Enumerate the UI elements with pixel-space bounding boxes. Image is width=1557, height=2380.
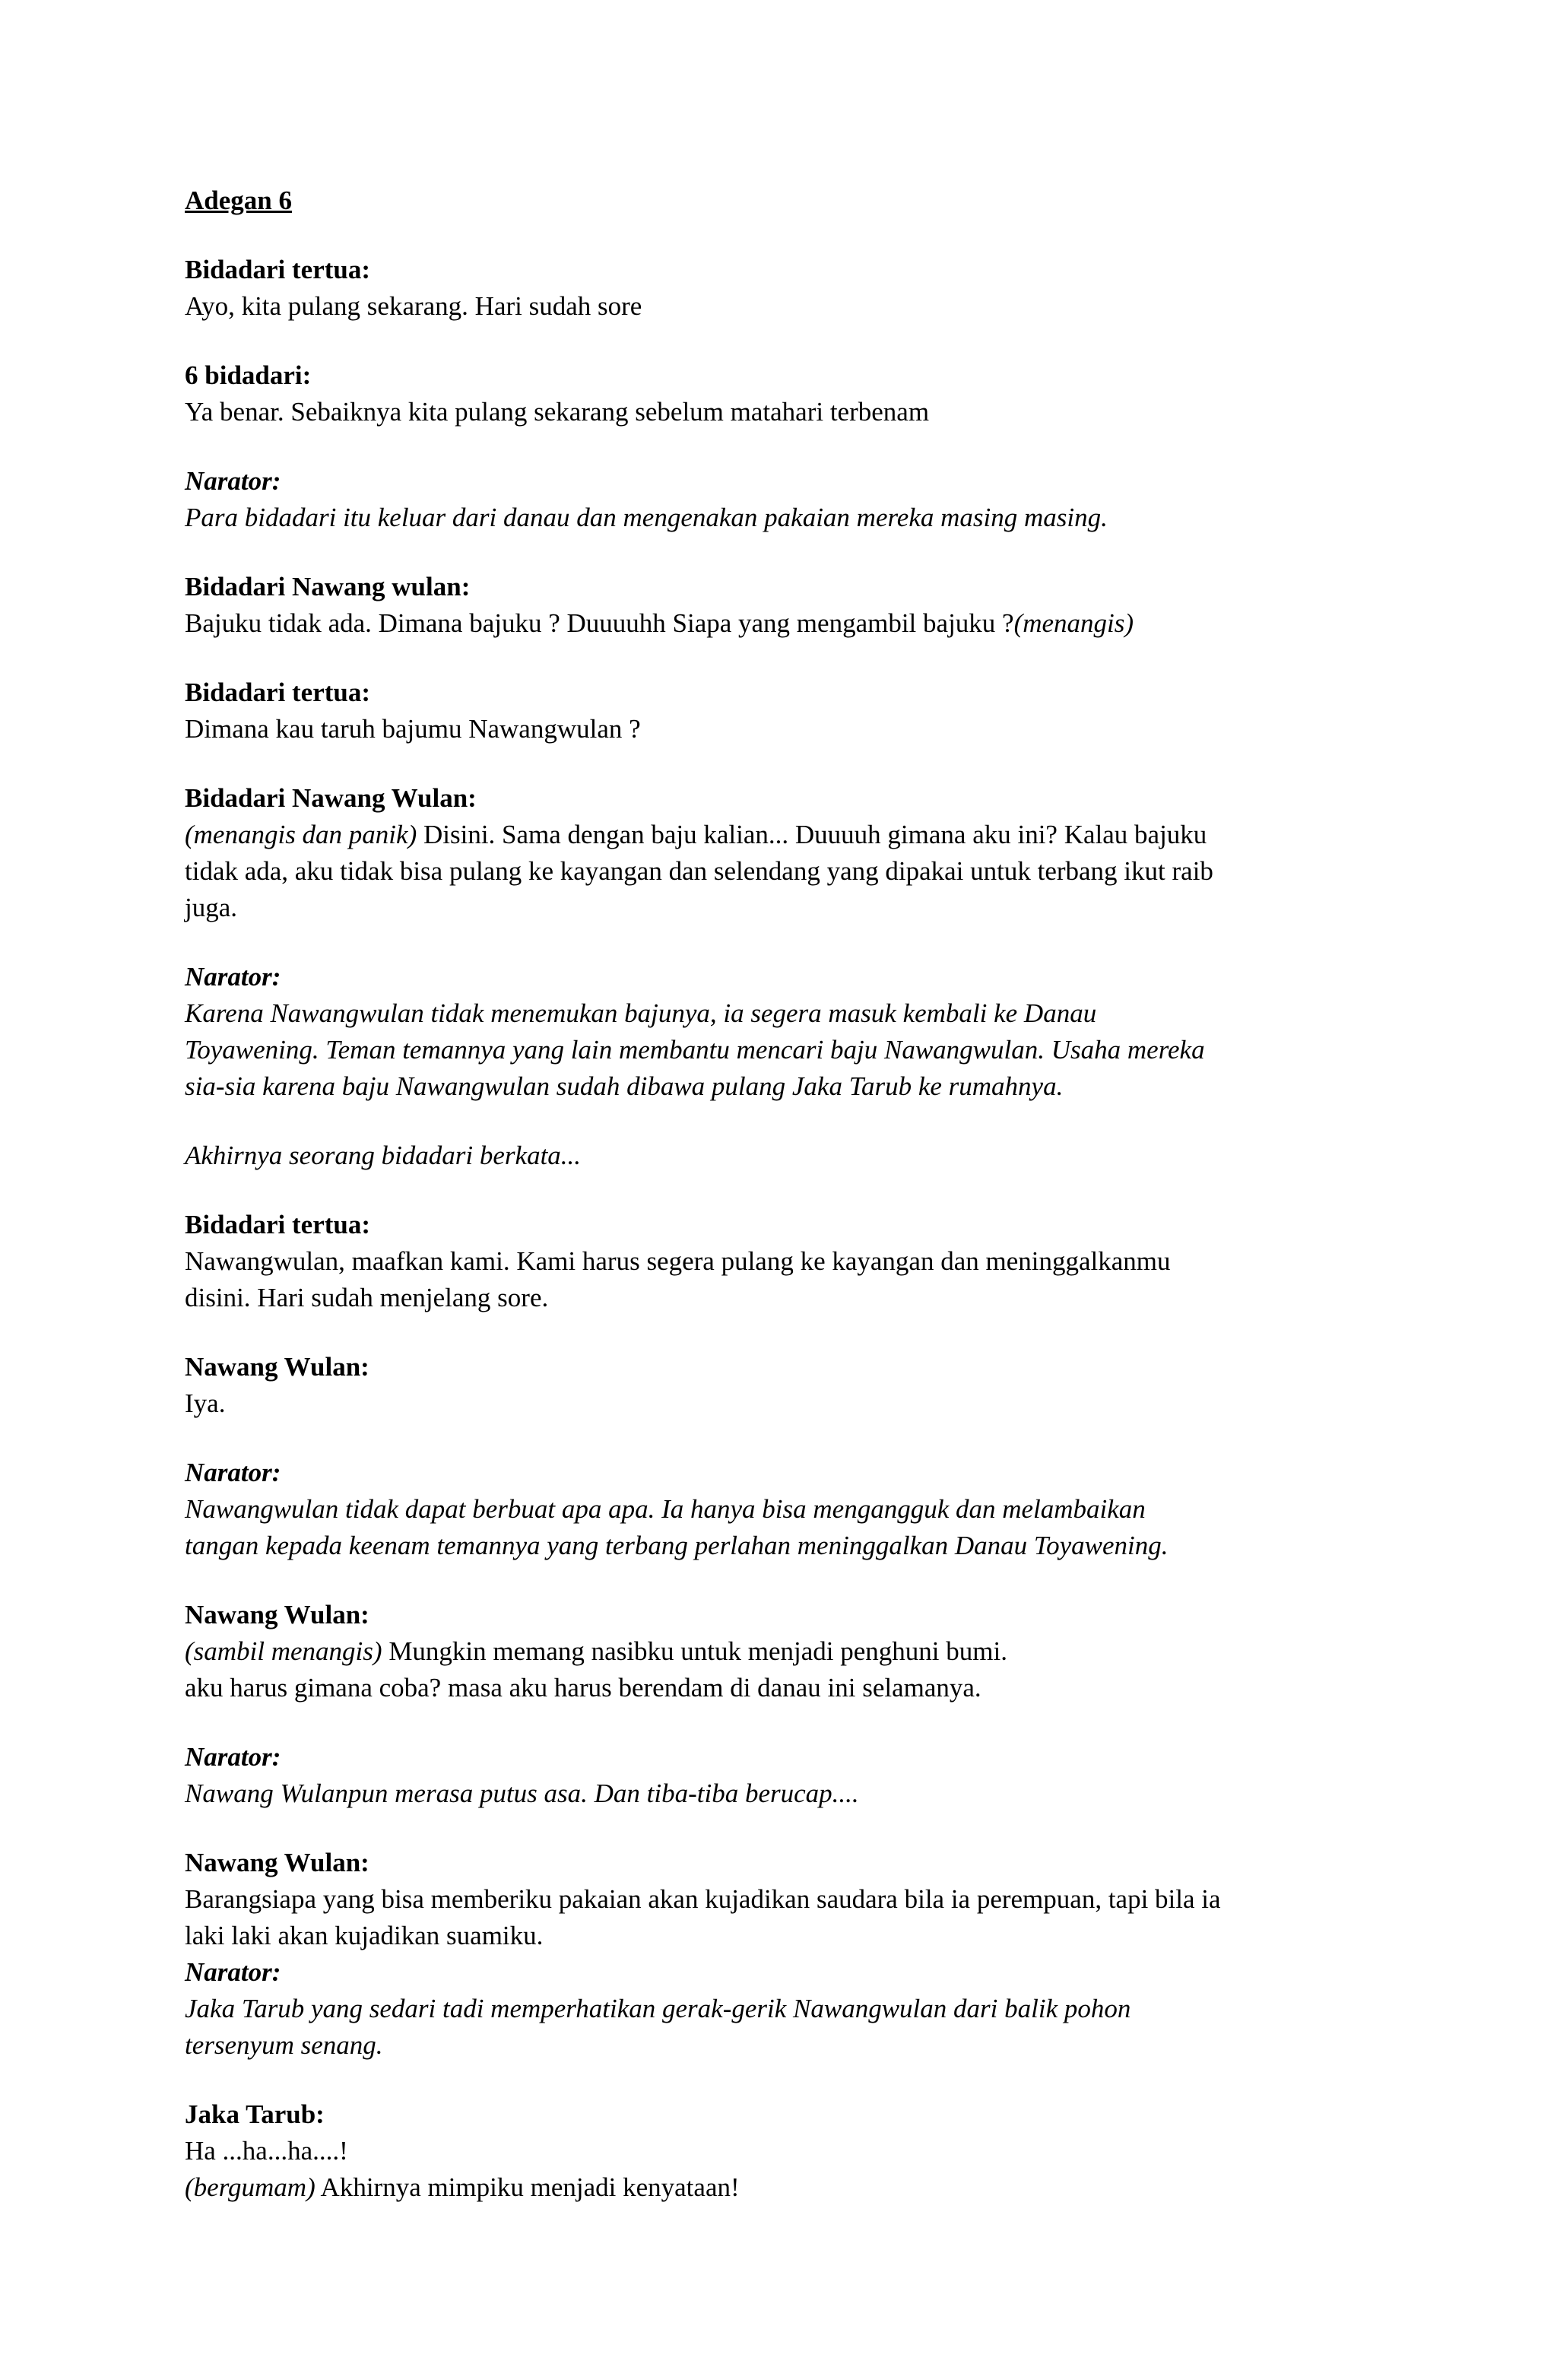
script-body [185, 252, 1382, 2206]
speaker-name: Bidadari tertua: [185, 1210, 371, 1239]
speaker-name: Narator: [185, 1957, 281, 1987]
dialogue-line [185, 2169, 1382, 2206]
speaker-name: Bidadari tertua: [185, 678, 371, 707]
line-text: aku harus gimana coba? masa aku harus berendam di danau ini selamanya. [185, 1673, 981, 1702]
speaker-name: Narator: [185, 1458, 281, 1487]
dialogue-line [185, 1138, 1382, 1174]
stage-direction: tersenyum senang. [185, 2030, 383, 2060]
dialogue-line [185, 394, 1382, 430]
dialogue-line [185, 1633, 1382, 1670]
speaker-name: Bidadari Nawang Wulan: [185, 783, 477, 813]
speaker-name: Narator: [185, 1742, 281, 1772]
dialogue-line [185, 2133, 1382, 2169]
scene-heading: Adegan 6 [185, 186, 292, 215]
line-text: tidak ada, aku tidak bisa pulang ke kayangan dan selendang yang dipakai untuk terbang ikut raib [185, 856, 1213, 886]
stage-direction: Jaka Tarub yang sedari tadi memperhatikan gerak-gerik Nawangwulan dari balik pohon [185, 1994, 1131, 2023]
dialogue-line [185, 1068, 1382, 1105]
dialogue-line [185, 995, 1382, 1032]
stage-direction: (bergumam) [185, 2172, 316, 2202]
dialogue-line [185, 1243, 1382, 1280]
line-text: Akhirnya mimpiku menjadi kenyataan! [315, 2172, 740, 2202]
dialogue-line [185, 817, 1382, 853]
line-text: Ya benar. Sebaiknya kita pulang sekarang sebelum matahari terbenam [185, 397, 930, 427]
dialogue-line [185, 1385, 1382, 1422]
dialogue-line [185, 1032, 1382, 1068]
line-text: Disini. Sama dengan baju kalian... Duuuuh gimana aku ini? Kalau bajuku [417, 820, 1207, 849]
dialogue-block [185, 1455, 1382, 1564]
stage-direction: (sambil menangis) [185, 1636, 382, 1666]
speaker-name: Narator: [185, 962, 281, 992]
dialogue-block [185, 1207, 1382, 1316]
dialogue-block [185, 1954, 1382, 2064]
line-text: Barangsiapa yang bisa memberiku pakaian akan kujadikan saudara bila ia perempuan, tapi bila ia [185, 1884, 1221, 1914]
line-text: Mungkin memang nasibku untuk menjadi penghuni bumi. [382, 1636, 1007, 1666]
dialogue-line [185, 890, 1382, 926]
line-text: Dimana kau taruh bajumu Nawangwulan ? [185, 714, 641, 744]
dialogue-block [185, 1739, 1382, 1812]
line-text: Ha ...ha...ha....! [185, 2136, 348, 2166]
stage-direction: Akhirnya seorang bidadari berkata... [185, 1141, 582, 1170]
dialogue-line [185, 288, 1382, 325]
dialogue-line [185, 605, 1382, 642]
stage-direction: (menangis dan panik) [185, 820, 417, 849]
dialogue-line [185, 1775, 1382, 1812]
stage-direction: Toyawening. Teman temannya yang lain membantu mencari baju Nawangwulan. Usaha mereka [185, 1035, 1205, 1065]
dialogue-block [185, 959, 1382, 1174]
stage-direction: (menangis) [1013, 608, 1134, 638]
dialogue-block [185, 463, 1382, 536]
line-text: Bajuku tidak ada. Dimana bajuku ? Duuuuhh Siapa yang mengambil bajuku ? [185, 608, 1014, 638]
dialogue-line [185, 2027, 1382, 2064]
speaker-name: Nawang Wulan: [185, 1352, 369, 1382]
dialogue-line [185, 1991, 1382, 2027]
stage-direction: Para bidadari itu keluar dari danau dan mengenakan pakaian mereka masing masing. [185, 503, 1108, 532]
dialogue-block [185, 780, 1382, 926]
dialogue-block [185, 357, 1382, 430]
speaker-name: Narator: [185, 466, 281, 496]
dialogue-line [185, 1918, 1382, 1954]
line-text: disini. Hari sudah menjelang sore. [185, 1283, 549, 1312]
speaker-name: Bidadari Nawang wulan: [185, 572, 471, 601]
line-text: Ayo, kita pulang sekarang. Hari sudah sore [185, 291, 642, 321]
dialogue-block [185, 569, 1382, 642]
paragraph-gap [185, 1105, 1382, 1138]
speaker-name: 6 bidadari: [185, 360, 312, 390]
dialogue-block [185, 1349, 1382, 1422]
speaker-name: Bidadari tertua: [185, 255, 371, 284]
dialogue-block [185, 252, 1382, 325]
stage-direction: sia-sia karena baju Nawangwulan sudah dibawa pulang Jaka Tarub ke rumahnya. [185, 1071, 1064, 1101]
line-text: Nawangwulan, maafkan kami. Kami harus segera pulang ke kayangan dan meninggalkanmu [185, 1246, 1171, 1276]
line-text: juga. [185, 893, 238, 922]
stage-direction: Karena Nawangwulan tidak menemukan bajunya, ia segera masuk kembali ke Danau [185, 998, 1097, 1028]
speaker-name: Nawang Wulan: [185, 1848, 369, 1877]
dialogue-line [185, 1881, 1382, 1918]
stage-direction: Nawang Wulanpun merasa putus asa. Dan tiba-tiba berucap.... [185, 1779, 859, 1808]
dialogue-line [185, 500, 1382, 536]
dialogue-block [185, 1845, 1382, 1954]
line-text: laki laki akan kujadikan suamiku. [185, 1921, 544, 1950]
speaker-name: Jaka Tarub: [185, 2099, 325, 2129]
dialogue-line [185, 1670, 1382, 1706]
dialogue-line [185, 1491, 1382, 1528]
dialogue-block [185, 1597, 1382, 1706]
stage-direction: Nawangwulan tidak dapat berbuat apa apa. Ia hanya bisa mengangguk dan melambaikan [185, 1494, 1146, 1524]
dialogue-line [185, 853, 1382, 890]
stage-direction: tangan kepada keenam temannya yang terbang perlahan meninggalkan Danau Toyawening. [185, 1531, 1169, 1560]
dialogue-line [185, 1528, 1382, 1564]
dialogue-block [185, 674, 1382, 747]
dialogue-block [185, 2096, 1382, 2206]
dialogue-line [185, 711, 1382, 747]
line-text: Iya. [185, 1388, 226, 1418]
dialogue-line [185, 1280, 1382, 1316]
speaker-name: Nawang Wulan: [185, 1600, 369, 1630]
